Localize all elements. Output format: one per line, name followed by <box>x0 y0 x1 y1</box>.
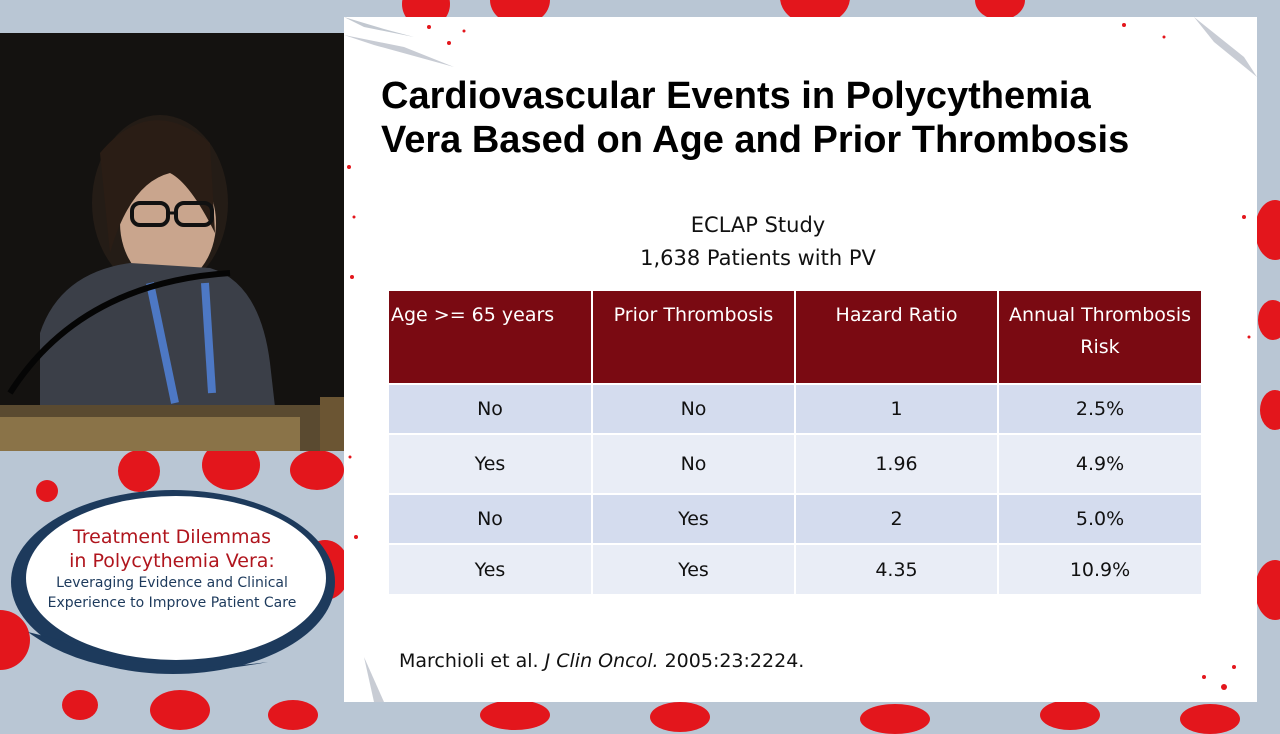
table-cell: No <box>592 384 795 434</box>
slide-title-line1: Cardiovascular Events in Polycythemia <box>381 75 1091 117</box>
table-cell: 10.9% <box>998 544 1202 594</box>
decor-dot <box>150 690 210 730</box>
table-cell: Yes <box>389 544 592 594</box>
citation-authors: Marchioli et al. <box>399 650 539 672</box>
citation <box>399 650 804 672</box>
program-logo-text <box>22 525 322 613</box>
table-header-row <box>389 291 1202 384</box>
table-row <box>389 494 1202 544</box>
table-cell: Yes <box>389 434 592 494</box>
decor-dot <box>268 700 318 730</box>
logo-line3: Leveraging Evidence and Clinical <box>56 575 288 591</box>
table-cell: 4.9% <box>998 434 1202 494</box>
decor-dot <box>1180 704 1240 734</box>
table-cell: No <box>389 384 592 434</box>
table-cell: No <box>389 494 592 544</box>
logo-line2: in Polycythemia Vera: <box>69 550 275 572</box>
decor-dot <box>650 702 710 732</box>
table-cell: No <box>592 434 795 494</box>
slide-title <box>381 74 1241 162</box>
decor-dot <box>1255 560 1280 620</box>
table-cell: 4.35 <box>795 544 998 594</box>
decor-dot <box>1258 300 1280 340</box>
table-cell: 2.5% <box>998 384 1202 434</box>
table-cell: 5.0% <box>998 494 1202 544</box>
decor-dot <box>62 690 98 720</box>
slide-title-line2: Vera Based on Age and Prior Thrombosis <box>381 119 1130 161</box>
logo-line4: Experience to Improve Patient Care <box>47 595 297 611</box>
study-info <box>344 209 1172 275</box>
decor-dot <box>480 700 550 730</box>
table-cell: Yes <box>592 544 795 594</box>
table-cell: Yes <box>592 494 795 544</box>
study-name: ECLAP Study <box>690 213 826 237</box>
table-row <box>389 384 1202 434</box>
results-table <box>389 291 1203 594</box>
decor-dot <box>1040 700 1100 730</box>
table-cell: 2 <box>795 494 998 544</box>
citation-ref: 2005:23:2224. <box>664 650 805 672</box>
header-prior-thrombosis: Prior Thrombosis <box>592 291 795 384</box>
table-row <box>389 544 1202 594</box>
decor-dot <box>1255 200 1280 260</box>
citation-journal: J Clin Oncol. <box>544 650 659 672</box>
header-annual-risk: Annual Thrombosis Risk <box>998 291 1202 384</box>
logo-line1: Treatment Dilemmas <box>72 526 272 548</box>
header-age: Age >= 65 years <box>389 291 592 384</box>
presentation-slide <box>344 17 1257 702</box>
study-population: 1,638 Patients with PV <box>640 246 876 270</box>
speaker-figure <box>0 33 344 451</box>
decor-dot <box>1260 390 1280 430</box>
table-row <box>389 434 1202 494</box>
table-cell: 1.96 <box>795 434 998 494</box>
decor-dot <box>860 704 930 734</box>
table-cell: 1 <box>795 384 998 434</box>
header-hazard-ratio: Hazard Ratio <box>795 291 998 384</box>
speaker-video <box>0 33 344 451</box>
